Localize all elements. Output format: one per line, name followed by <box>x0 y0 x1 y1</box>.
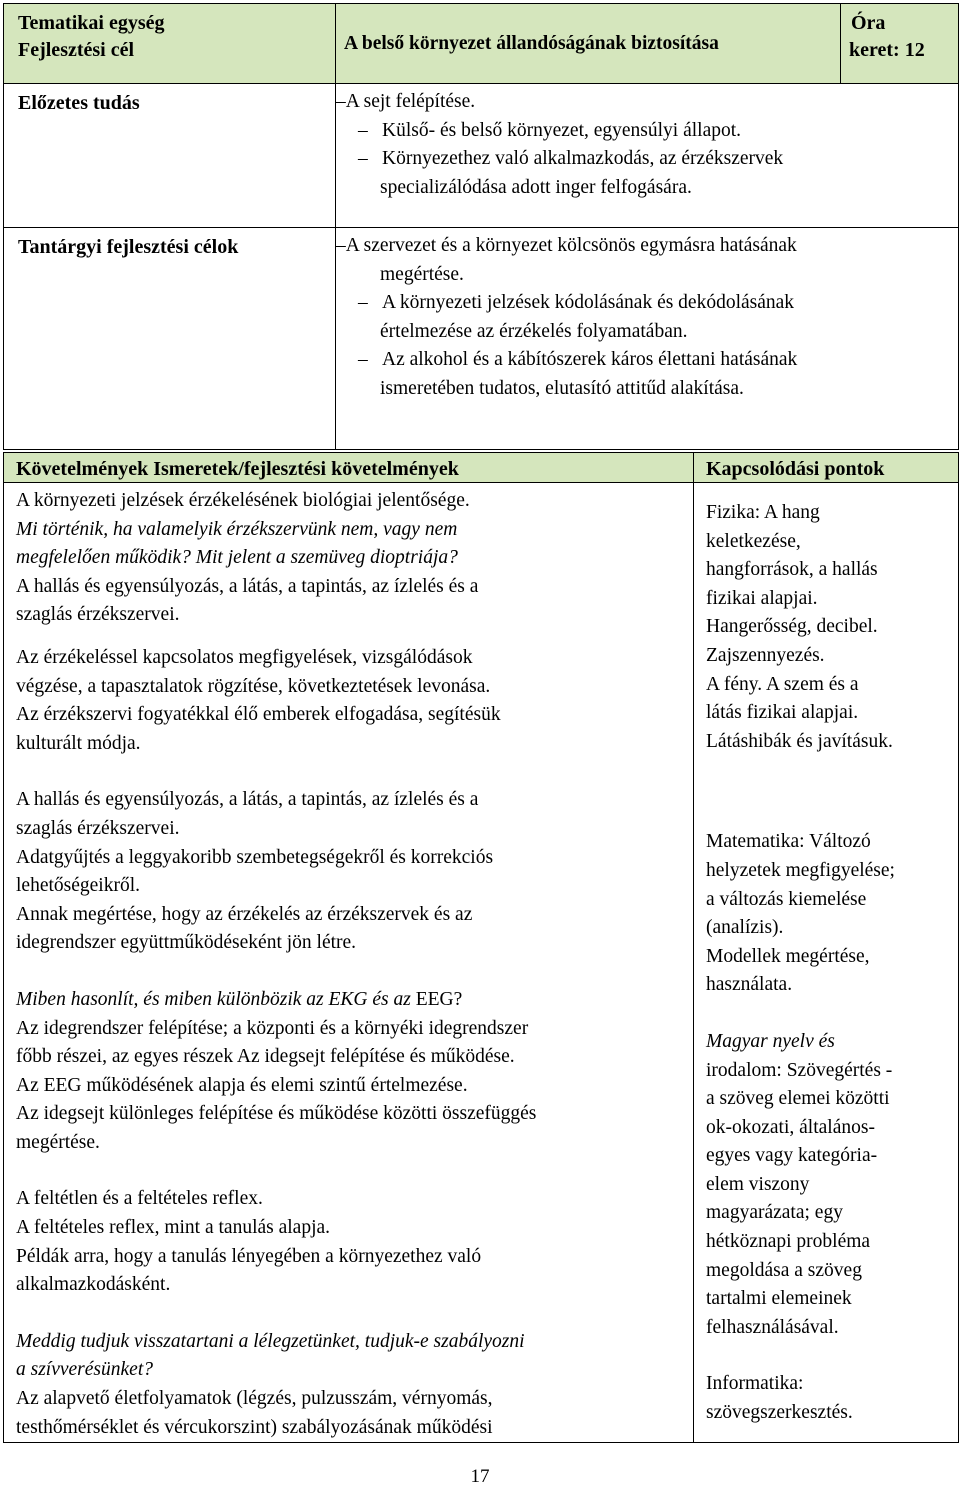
unit-label: Tematikai egység <box>18 12 165 34</box>
goal-item: – A környezeti jelzések kódolásának és dekódolásának <box>336 289 948 318</box>
dash-glyph: – <box>336 235 346 256</box>
conn-line: Látáshibák és javításuk. <box>706 730 893 752</box>
req-line: szaglás érzékszervei. <box>16 604 180 626</box>
conn-line: hangforrások, a hallás <box>706 559 878 581</box>
connections-header: Kapcsolódási pontok <box>694 453 959 483</box>
req-line: A hallás és egyensúlyozás, a látás, a tapintás, az ízlelés és a <box>16 575 479 597</box>
prior-item: –A sejt felépítése. <box>336 91 476 112</box>
hours-cell <box>841 4 959 84</box>
req-line: végzése, a tapasztalatok rögzítése, következtetések levonása. <box>16 675 491 697</box>
requirements-content <box>4 483 694 1443</box>
dash-glyph: – <box>336 91 346 112</box>
conn-line: A fény. A szem és a <box>706 673 859 695</box>
req-question: Mi történik, ha valamelyik érzékszervünk nem, vagy nem <box>16 518 458 540</box>
conn-line: fizikai alapjai. <box>706 587 818 609</box>
requirements-table <box>3 452 959 1443</box>
req-question-tail: EEG? <box>410 988 463 1010</box>
req-question: Miben hasonlít, és miben különbözik az EKG és az <box>16 988 411 1010</box>
req-line: A hallás és egyensúlyozás, a látás, a tapintás, az ízlelés és a <box>16 789 479 811</box>
req-line: lehetőségeikről. <box>16 875 140 897</box>
hours-value: keret: 12 <box>849 39 925 61</box>
dash-glyph: – <box>358 119 368 141</box>
conn-line: szövegszerkesztés. <box>706 1402 853 1424</box>
req-line: Az idegrendszer felépítése; a központi és a környéki idegrendszer <box>16 1017 529 1039</box>
prior-knowledge-label: Előzetes tudás <box>4 84 336 228</box>
req-question-line <box>16 986 685 1015</box>
conn-line: Zajszennyezés. <box>706 644 825 666</box>
unit-title: A belső környezet állandóságának biztosítása <box>344 33 719 54</box>
requirements-header: Követelmények Ismeretek/fejlesztési követelmények <box>4 453 694 483</box>
req-line: szaglás érzékszervei. <box>16 817 180 839</box>
dash-glyph: – <box>358 292 368 313</box>
conn-line: Fizika: A hang <box>706 502 820 523</box>
prior-item-cont: specializálódása adott inger felfogására. <box>380 176 692 198</box>
prior-item: – Külső- és belső környezet, egyensúlyi állapot. <box>336 117 948 146</box>
subject-goals-content <box>336 228 959 450</box>
conn-line: elem viszony <box>706 1173 810 1195</box>
conn-line: a változás kiemelése <box>706 888 867 910</box>
conn-line: keletkezése, <box>706 530 801 552</box>
req-line: A feltételes reflex, mint a tanulás alapja. <box>16 1217 331 1239</box>
dash-glyph: – <box>358 349 368 370</box>
goal-label: Fejlesztési cél <box>18 39 135 61</box>
req-line: Az alapvető életfolyamatok (légzés, pulzusszám, vérnyomás, <box>16 1388 493 1410</box>
req-line: testhőmérséklet és vércukorszint) szabályozásának működési <box>16 1416 493 1438</box>
conn-line: látás fizikai alapjai. <box>706 702 859 724</box>
conn-line: Magyar nyelv és <box>706 1030 835 1052</box>
unit-title-cell <box>336 4 841 84</box>
req-line: kulturált módja. <box>16 732 141 754</box>
goal-item: – Az alkohol és a kábítószerek káros élettani hatásának <box>336 346 948 375</box>
conn-line: a szöveg elemei közötti <box>706 1088 890 1110</box>
conn-line: irodalom: Szövegértés - <box>706 1059 893 1081</box>
goal-item: –A szervezet és a környezet kölcsönös egymásra hatásának <box>336 235 797 256</box>
req-line: alkalmazkodásként. <box>16 1274 171 1296</box>
req-line: Adatgyűjtés a leggyakoribb szembetegségekről és korrekciós <box>16 846 494 868</box>
conn-line: Hangerősség, decibel. <box>706 616 878 638</box>
unit-label-cell <box>4 4 336 84</box>
conn-line: hétköznapi probléma <box>706 1231 871 1253</box>
req-line: Az érzékszervi fogyatékkal élő emberek elfogadása, segítésük <box>16 704 501 726</box>
page-number: 17 <box>470 1466 490 1487</box>
req-line: Az érzékeléssel kapcsolatos megfigyelések, vizsgálódások <box>16 646 473 668</box>
req-line: Az EEG működésének alapja és elemi szintű értelmezése. <box>16 1074 468 1096</box>
subject-goals-label: Tantárgyi fejlesztési célok <box>4 228 336 450</box>
unit-header-table <box>3 3 959 450</box>
req-line: főbb részei, az egyes részek Az idegsejt felépítése és működése. <box>16 1046 515 1068</box>
conn-line: megoldása a szöveg <box>706 1259 862 1281</box>
prior-knowledge-content <box>336 84 959 228</box>
req-line: Annak megértése, hogy az érzékelés az érzékszervek és az <box>16 903 473 925</box>
conn-line: felhasználásával. <box>706 1316 839 1338</box>
req-question: a szívverésünket? <box>16 1359 153 1381</box>
req-question: megfelelően működik? Mit jelent a szemüveg dioptriája? <box>16 547 458 569</box>
req-line: idegrendszer együttműködéseként jön létre. <box>16 932 357 954</box>
conn-line: magyarázata; egy <box>706 1202 843 1224</box>
prior-item: – Környezethez való alkalmazkodás, az érzékszervek <box>336 145 948 174</box>
conn-line: tartalmi elemeinek <box>706 1288 852 1310</box>
conn-line: ok-okozati, általános- <box>706 1116 875 1138</box>
conn-line: (analízis). <box>706 917 784 939</box>
req-line: megértése. <box>16 1131 100 1153</box>
goal-item-cont: megértése. <box>380 263 464 285</box>
req-line: Az idegsejt különleges felépítése és működése közötti összefüggés <box>16 1103 537 1125</box>
req-line: A feltétlen és a feltételes reflex. <box>16 1188 263 1210</box>
conn-line: Informatika: <box>706 1373 804 1395</box>
goal-item-cont: ismeretében tudatos, elutasító attitűd alakítása. <box>380 377 744 399</box>
dash-glyph: – <box>358 148 368 169</box>
goal-item-cont: értelmezése az érzékelés folyamatában. <box>380 320 688 342</box>
conn-line: használata. <box>706 974 793 996</box>
conn-line: egyes vagy kategória- <box>706 1145 878 1167</box>
hours-label: Óra <box>851 12 886 34</box>
req-line: A környezeti jelzések érzékelésének biológiai jelentősége. <box>16 490 470 511</box>
conn-line: Matematika: Változó <box>706 831 871 853</box>
req-question: Meddig tudjuk visszatartani a lélegzetünket, tudjuk-e szabályozni <box>16 1330 525 1352</box>
conn-line: Modellek megértése, <box>706 945 870 967</box>
connections-content <box>694 483 959 1443</box>
conn-line: helyzetek megfigyelése; <box>706 859 895 881</box>
req-line: Példák arra, hogy a tanulás lényegében a környezethez való <box>16 1245 482 1267</box>
